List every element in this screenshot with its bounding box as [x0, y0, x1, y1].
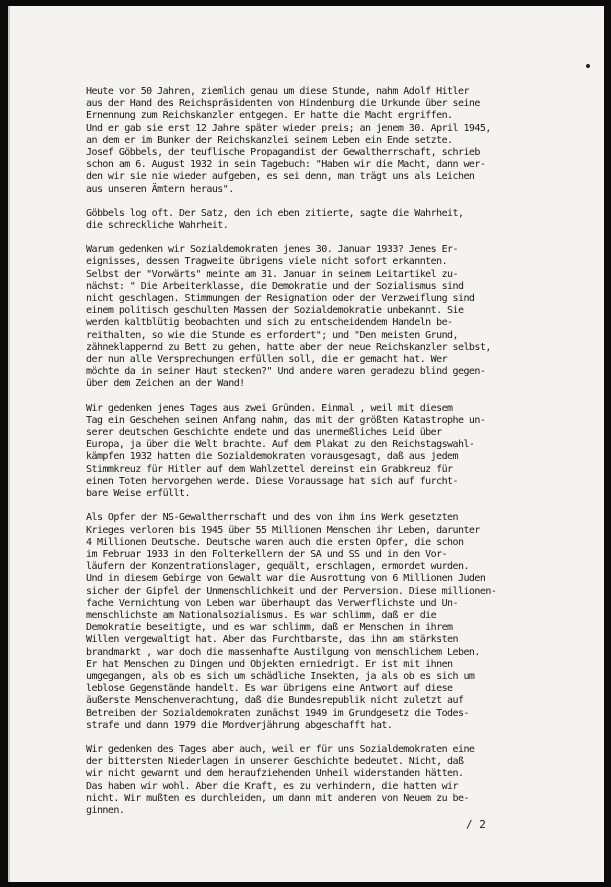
text-line: schon am 6. August 1932 in sein Tagebuch: "Haben wir die Macht, dann wer-: [86, 159, 486, 171]
text-line: eignisses, dessen Tragweite übrigens viele nicht sofort erkannten.: [86, 256, 448, 268]
text-line: Demokratie beseitigte, und es war schlimm, daß er Menschen in ihrem: [86, 622, 453, 634]
text-line: Er hat Menschen zu Dingen und Objekten erniedrigt. Er ist mit ihnen: [86, 658, 453, 670]
text-line: der nun alle Versprechungen erfüllen soll, die er gemacht hat. Wer: [86, 354, 448, 366]
text-line: Selbst der "Vorwärts" meinte am 31. Januar in seinem Leitartikel zu-: [86, 268, 458, 280]
text-line: umgegangen, als ob es sich um schädliche Insekten, ja als ob es sich um: [86, 670, 475, 682]
text-line: möchte da in seiner Haut stecken?" Und andere waren geradezu blind gegen-: [86, 366, 486, 378]
text-line: Heute vor 50 Jahren, ziemlich genau um diese Stunde, nahm Adolf Hitler: [86, 86, 469, 97]
paragraph: [86, 403, 586, 501]
text-line: menschlichste am Nationalsozialismus. Es war schlimm, daß er die: [86, 609, 437, 621]
scan-speck: [586, 64, 590, 68]
text-line: Tag ein Geschehen seinen Anfang nahm, das mit der größten Katastrophe un-: [86, 414, 486, 426]
text-line: Betreiben der Sozialdemokraten zunächst 1949 im Grundgesetz die Todes-: [86, 707, 469, 719]
paragraph: [86, 744, 586, 817]
text-line: sicher der Gipfel der Unmenschlichkeit und der Perversion. Diese millionen-: [86, 585, 497, 597]
text-line: einem politisch geschulten Massen der Sozialdemokratie unbekannt. Sie: [86, 305, 464, 317]
text-line: im Februar 1933 in den Folterkellern der SA und SS und in den Vor-: [86, 548, 448, 560]
page-marker: / 2: [466, 818, 486, 831]
text-line: nächst: " Die Arbeiterklasse, die Demokratie und der Sozialismus sind: [86, 280, 464, 292]
paragraph: [86, 86, 586, 196]
text-line: Stimmkreuz für Hitler auf dem Wahlzettel dereinst ein Grabkreuz für: [86, 463, 453, 475]
text-line: Warum gedenken wir Sozialdemokraten jenes 30. Januar 1933? Jenes Er-: [86, 244, 458, 256]
document-body: [86, 86, 586, 829]
text-line: leblose Gegenstände handelt. Es war übrigens eine Antwort auf diese: [86, 683, 453, 695]
text-line: ginnen.: [86, 804, 125, 816]
text-line: läufern der Konzentrationslager, gequält, erschlagen, ermordet wurden.: [86, 561, 469, 573]
text-line: äußerste Menschenverachtung, daß die Bundesrepublik nicht zuletzt auf: [86, 695, 464, 707]
text-line: der bittersten Niederlagen in unserer Geschichte bedeutet. Nicht, daß: [86, 756, 464, 768]
paragraph: [86, 512, 586, 732]
text-line: nicht. Wir mußten es durchleiden, um dann mit anderen von Neuem zu be-: [86, 792, 469, 804]
text-line: reithalten, so wie die Stunde es erfordert"; und "Den meisten Grund,: [86, 329, 458, 341]
text-line: an dem er im Bunker der Reichskanzlei seinem Leben ein Ende setzte.: [86, 134, 453, 146]
text-line: den wir sie nie wieder aufgeben, es sei denn, man trägt uns als Leichen: [86, 171, 475, 183]
text-line: 4 Millionen Deutsche. Deutsche waren auch die ersten Opfer, die schon: [86, 536, 464, 548]
text-line: Wir gedenken des Tages aber auch, weil er für uns Sozialdemokraten eine: [86, 743, 475, 755]
document-page: [8, 6, 604, 882]
text-line: Europa, ja über die Welt brachte. Auf dem Plakat zu den Reichstagswahl-: [86, 439, 475, 451]
paragraph: [86, 244, 586, 390]
text-line: einen Toten hervorgehen werde. Diese Voraussage hat sich auf furcht-: [86, 475, 458, 487]
text-line: serer deutschen Geschichte endete und das unermeßliches Leid über: [86, 427, 442, 439]
text-line: fache Vernichtung von Leben war überhaupt das Verwerflichste und Un-: [86, 597, 458, 609]
text-line: aus unseren Ämtern heraus".: [86, 183, 234, 195]
text-line: bare Weise erfüllt.: [86, 488, 190, 500]
text-line: Und er gab sie erst 12 Jahre später wieder preis; an jenem 30. April 1945,: [86, 122, 491, 134]
text-line: nicht geschlagen. Stimmungen der Resignation oder der Verzweiflung sind: [86, 293, 475, 305]
text-line: strafe und dann 1979 die Mordverjährung abgeschafft hat.: [86, 719, 393, 731]
text-line: die schreckliche Wahrheit.: [86, 220, 229, 232]
text-line: Josef Göbbels, der teuflische Propagandist der Gewaltherrschaft, schrieb: [86, 147, 480, 159]
text-line: Krieges verloren bis 1945 über 55 Millionen Menschen ihr Leben, darunter: [86, 524, 480, 536]
text-line: zähneklappernd zu Bett zu gehen, hatte aber der neue Reichskanzler selbst,: [86, 341, 491, 353]
text-line: Das haben wir wohl. Aber die Kraft, es zu verhindern, die hatten wir: [86, 780, 458, 792]
text-line: über dem Zeichen an der Wand!: [86, 378, 245, 390]
text-line: Ernennung zum Reichskanzler entgegen. Er hatte die Macht ergriffen.: [86, 110, 453, 122]
text-line: Willen vergewaltigt hat. Aber das Furchtbarste, das ihn am stärksten: [86, 634, 458, 646]
text-line: Und in diesem Gebirge von Gewalt war die Ausrottung von 6 Millionen Juden: [86, 573, 486, 585]
paragraph: [86, 208, 586, 232]
text-line: werden kaltblütig beobachten und sich zu entscheidendem Handeln be-: [86, 317, 453, 329]
text-line: Als Opfer der NS-Gewaltherrschaft und des von ihm ins Werk gesetzten: [86, 512, 458, 524]
text-line: wir nicht gewarnt und dem heraufziehenden Unheil widerstanden hätten.: [86, 768, 464, 780]
text-line: aus der Hand des Reichspräsidenten von Hindenburg die Urkunde über seine: [86, 98, 480, 110]
text-line: Wir gedenken jenes Tages aus zwei Gründen. Einmal , weil mit diesem: [86, 402, 453, 414]
text-line: brandmarkt , war doch die massenhafte Austilgung von menschlichem Leben.: [86, 646, 480, 658]
text-line: Göbbels log oft. Der Satz, den ich eben zitierte, sagte die Wahrheit,: [86, 207, 464, 219]
text-line: kämpfen 1932 hatten die Sozialdemokraten vorausgesagt, daß aus jedem: [86, 451, 458, 463]
